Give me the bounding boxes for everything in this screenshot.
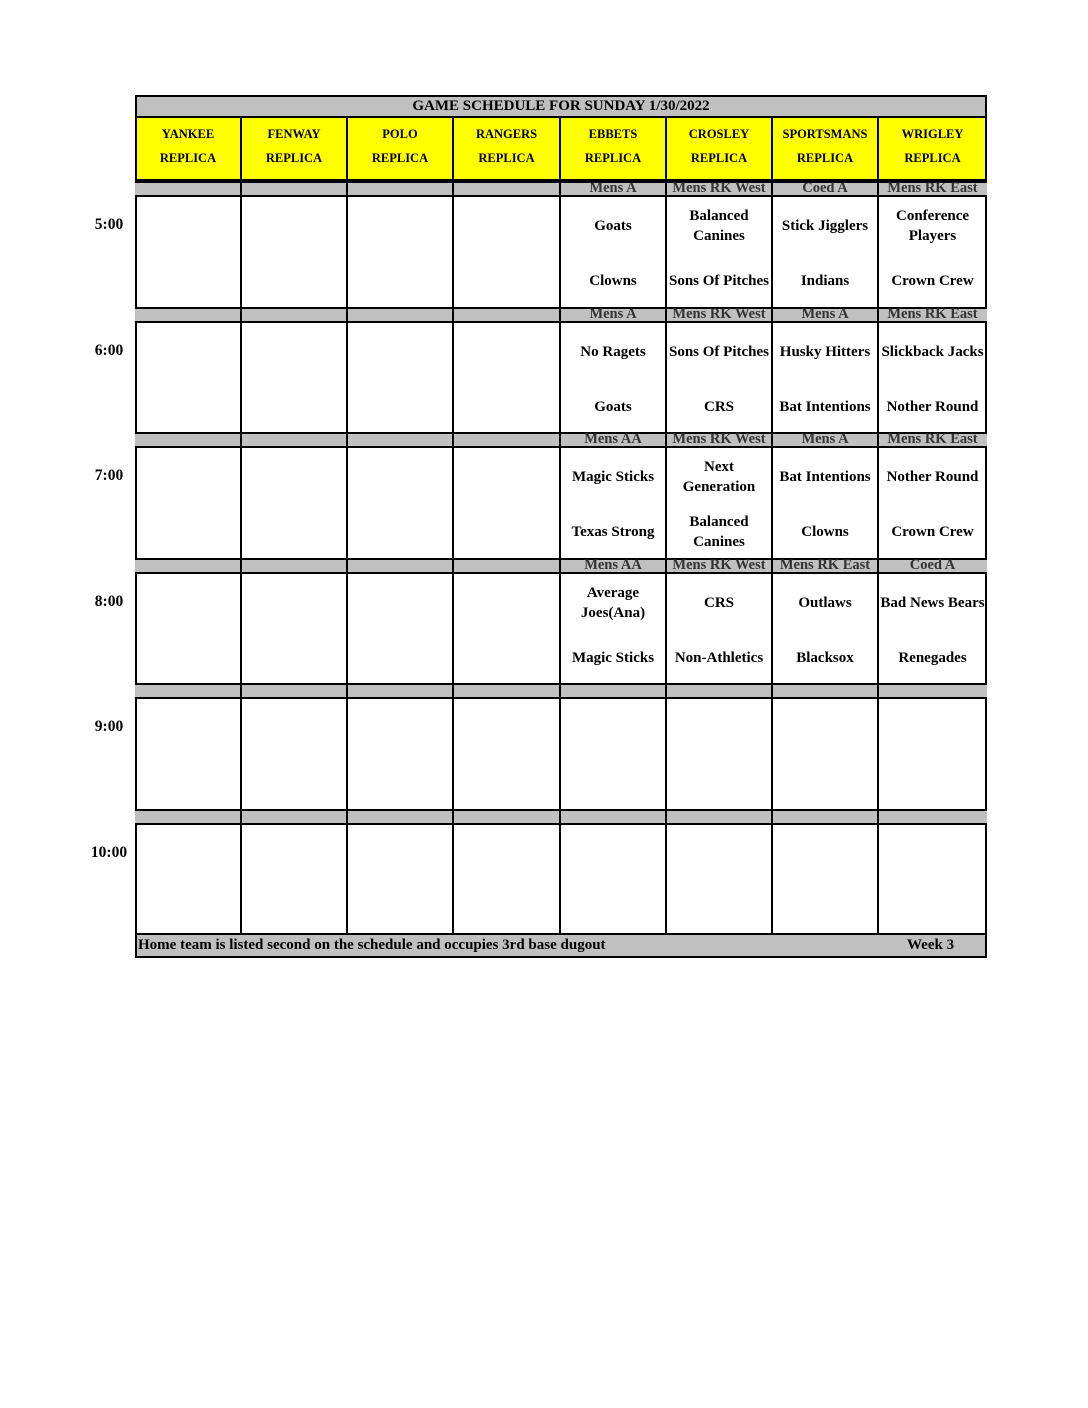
field-type: REPLICA — [265, 151, 323, 165]
column-divider — [877, 118, 879, 933]
league-label: Mens A — [589, 182, 637, 196]
league-label: Mens AA — [584, 433, 642, 447]
home-team: Crown Crew — [891, 272, 974, 289]
field-name: POLO — [382, 127, 418, 141]
away-team: Outlaws — [798, 595, 852, 612]
home-team: Balanced Canines — [689, 513, 749, 550]
league-label: Mens A — [589, 308, 637, 322]
away-team: Balanced Canines — [689, 208, 749, 245]
field-type: REPLICA — [159, 151, 217, 165]
away-team: Nother Round — [886, 469, 979, 486]
home-team: Magic Sticks — [571, 649, 655, 666]
away-team: Next Generation — [682, 459, 756, 496]
away-team: Average Joes(Ana) — [580, 585, 646, 622]
field-type: REPLICA — [371, 151, 429, 165]
home-team: Clowns — [589, 272, 637, 289]
away-team: Goats — [594, 218, 632, 235]
field-type: REPLICA — [584, 151, 642, 165]
time-label: 6:00 — [94, 342, 124, 360]
field-name: FENWAY — [267, 127, 321, 141]
field-name: YANKEE — [161, 127, 215, 141]
time-label: 10:00 — [90, 844, 128, 862]
schedule-title: GAME SCHEDULE FOR SUNDAY 1/30/2022 — [135, 95, 987, 118]
away-team: Sons Of Pitches — [668, 344, 769, 361]
league-label: Coed A — [802, 182, 848, 196]
league-label: Mens RK East — [887, 308, 978, 322]
field-type: REPLICA — [904, 151, 961, 165]
home-team: Bat Intentions — [779, 398, 871, 415]
field-type: REPLICA — [690, 151, 748, 165]
week-label: Week 3 — [907, 937, 955, 953]
league-label: Mens A — [801, 433, 849, 447]
league-divider-row — [135, 683, 987, 699]
home-team: CRS — [703, 398, 734, 415]
field-type: REPLICA — [478, 151, 535, 165]
league-label: Mens RK West — [672, 308, 766, 322]
league-label: Mens RK West — [672, 433, 766, 447]
field-type: REPLICA — [796, 151, 854, 165]
time-label: 8:00 — [94, 593, 124, 611]
column-divider — [665, 118, 667, 933]
away-team: CRS — [703, 595, 734, 612]
field-name: SPORTSMANS — [782, 127, 868, 141]
column-divider — [559, 118, 561, 933]
time-label: 9:00 — [94, 718, 124, 736]
home-team: Non-Athletics — [674, 649, 764, 666]
time-label: 7:00 — [94, 467, 124, 485]
field-name: RANGERS — [475, 127, 538, 141]
away-team: Conference Players — [895, 208, 970, 245]
home-team: Indians — [800, 272, 850, 289]
home-team: Nother Round — [886, 398, 979, 415]
away-team: Stick Jigglers — [781, 218, 869, 235]
home-team-note: Home team is listed second on the schedule and occupies 3rd base dugout — [138, 937, 606, 953]
home-team: Blacksox — [796, 649, 854, 666]
league-label: Mens RK West — [672, 182, 766, 196]
home-team: Texas Strong — [571, 523, 655, 540]
league-label: Coed A — [909, 559, 956, 573]
column-divider — [452, 118, 454, 933]
home-team: Clowns — [801, 523, 849, 540]
column-divider — [346, 118, 348, 933]
away-team: Magic Sticks — [571, 469, 655, 486]
away-team: Bat Intentions — [779, 469, 871, 486]
field-name: EBBETS — [588, 127, 638, 141]
away-team: Husky Hitters — [779, 344, 871, 361]
league-label: Mens RK West — [672, 559, 766, 573]
schedule-sheet — [135, 95, 987, 958]
home-team: Goats — [594, 398, 632, 415]
away-team: Slickback Jacks — [881, 344, 984, 361]
home-team: Crown Crew — [891, 523, 974, 540]
field-name: CROSLEY — [688, 127, 750, 141]
away-team: No Ragets — [580, 344, 646, 361]
time-label: 5:00 — [94, 216, 124, 234]
column-divider — [771, 118, 773, 933]
league-label: Mens AA — [584, 559, 642, 573]
league-label: Mens RK East — [887, 433, 978, 447]
league-label: Mens RK East — [887, 182, 978, 196]
league-label: Mens A — [801, 308, 849, 322]
field-name: WRIGLEY — [901, 127, 964, 141]
away-team: Bad News Bears — [880, 595, 985, 612]
league-label: Mens RK East — [779, 559, 871, 573]
column-divider — [240, 118, 242, 933]
home-team: Renegades — [898, 649, 967, 666]
home-team: Sons Of Pitches — [668, 272, 769, 289]
league-divider-row — [135, 809, 987, 825]
